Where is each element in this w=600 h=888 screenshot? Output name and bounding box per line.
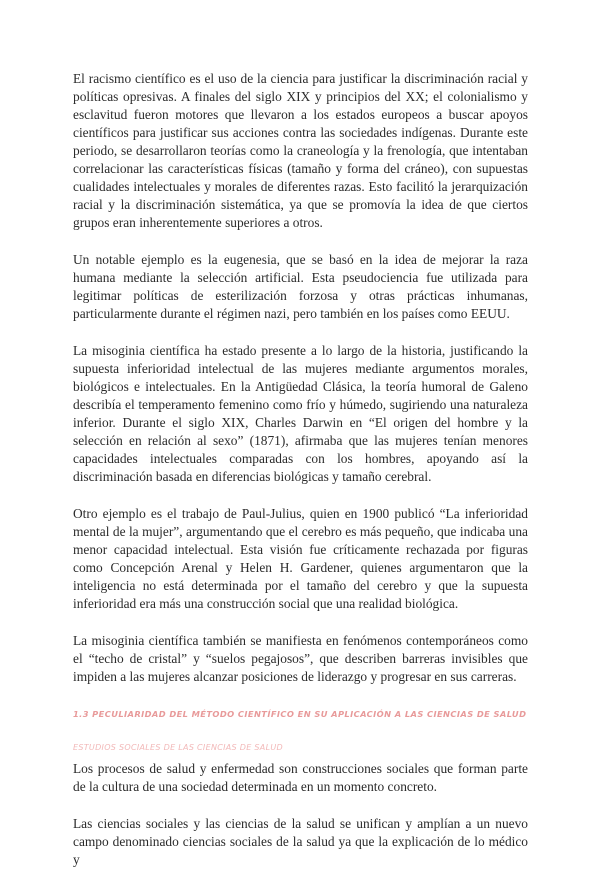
paragraph-procesos-salud: Los procesos de salud y enfermedad son construcciones sociales que forman parte de la cultura de una sociedad determinada en un momento concreto. (73, 761, 528, 794)
section-heading: 1.3 PECULIARIDAD DEL MÉTODO CIENTÍFICO EN SU APLICACIÓN A LAS CIENCIAS DE SALUD (73, 709, 527, 719)
document-body (73, 70, 528, 888)
paragraph-paul-julius: Otro ejemplo es el trabajo de Paul-Julius, quien en 1900 publicó “La inferioridad mental de la mujer”, argumentando que el cerebro es más pequeño, que indicaba una menor capacidad intelectual. Esta visión fue críticamente rechazada por figuras como Concepción Arenal y Helen H. Gardener, quienes argumentaron que la inteligencia no está determinada por el tamaño del cerebro y que la supuesta inferioridad era más una construcción social que una realidad biológica. (73, 506, 528, 611)
paragraph-eugenesia: Un notable ejemplo es la eugenesia, que se basó en la idea de mejorar la raza humana mediante la selección artificial. Esta pseudociencia fue utilizada para legitimar políticas de esterilización forzosa y otras prácticas inhumanas, particularmente durante el régimen nazi, pero también en los países como EEUU. (73, 252, 528, 321)
paragraph-misoginia-cientifica: La misoginia científica ha estado presente a lo largo de la historia, justificando la supuesta inferioridad intelectual de las mujeres mediante argumentos morales, biológicos e intelectuales. En la Antigüedad Clásica, la teoría humoral de Galeno describía el temperamento femenino como frío y húmedo, sugiriendo una naturaleza inferior. Durante el siglo XIX, Charles Darwin en “El origen del hombre y la selección en relación al sexo” (1871), afirmaba que las mujeres tenían menores capacidades intelectuales comparadas con los hombres, apoyando así la discriminación basada en diferencias biológicas y tamaño cerebral. (73, 343, 528, 484)
section-subheading: ESTUDIOS SOCIALES DE LAS CIENCIAS DE SALUD (73, 743, 283, 752)
paragraph-ciencias-sociales-salud: Las ciencias sociales y las ciencias de la salud se unifican y amplían a un nuevo campo denominado ciencias sociales de la salud ya que la explicación de lo médico y (73, 816, 528, 867)
paragraph-racismo-cientifico: El racismo científico es el uso de la ciencia para justificar la discriminación racial y políticas opresivas. A finales del siglo XIX y principios del XX; el colonialismo y esclavitud fueron motores que llevaron a los estados europeos a buscar apoyos científicos para justificar sus acciones contra las sociedades indígenas. Durante este periodo, se desarrollaron teorías como la craneología y la frenología, que intentaban correlacionar las características físicas (tamaño y forma del cráneo), con supuestas cualidades intelectuales y morales de diferentes razas. Esto facilitó la jerarquización racial y la discriminación sistemática, ya que se promovía la idea de que ciertos grupos eran inherentemente superiores a otros. (73, 71, 528, 230)
paragraph-techo-de-cristal: La misoginia científica también se manifiesta en fenómenos contemporáneos como el “techo de cristal” y “suelos pegajosos”, que describen barreras invisibles que impiden a las mujeres alcanzar posiciones de liderazgo y progresar en sus carreras. (73, 633, 528, 684)
